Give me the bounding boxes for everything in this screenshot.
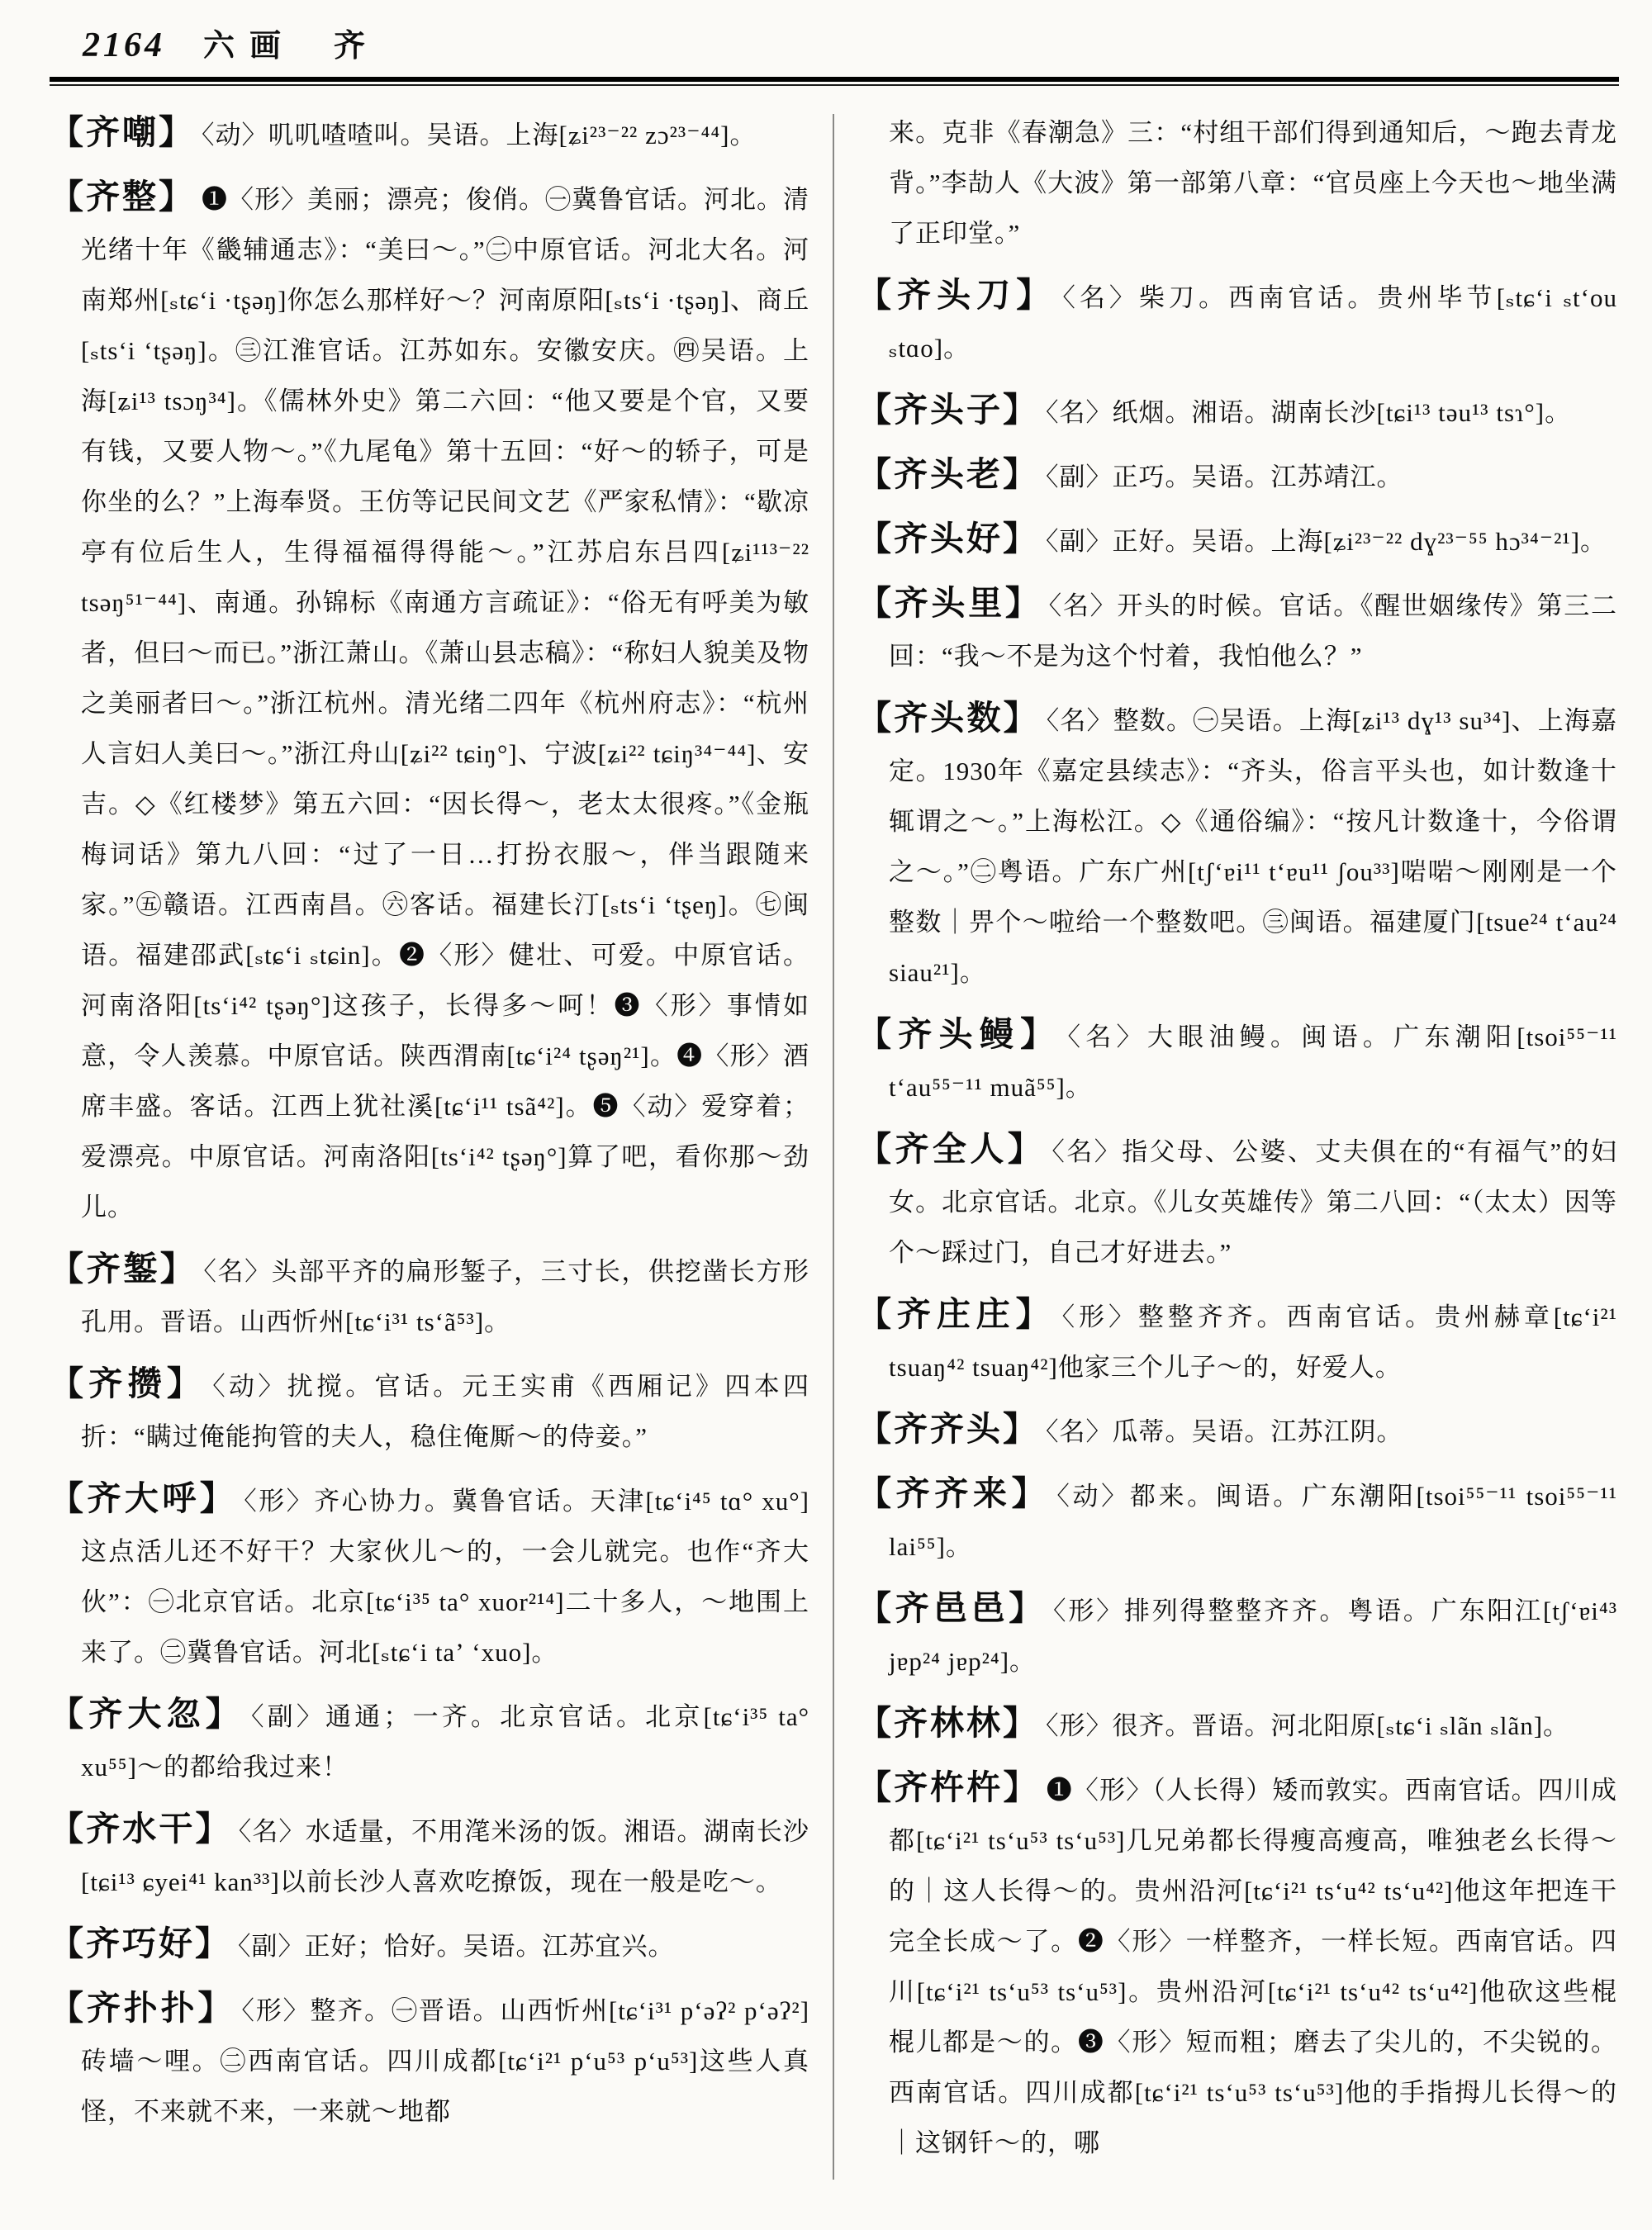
- entry-headword: 【齐头里】: [857, 584, 1042, 622]
- entry-body: 〈名〉大眼油鳗。闽语。广东潮阳[tsoi⁵⁵⁻¹¹ tʻau⁵⁵⁻¹¹ muã⁵⁵]。: [889, 1022, 1617, 1102]
- entry-headword: 【齐邑邑】: [857, 1589, 1047, 1627]
- dictionary-entry: [50, 172, 809, 1232]
- entry-headword: 【齐齐头】: [857, 1410, 1039, 1448]
- entry-body: 〈名〉开头的时候。官话。《醒世姻缘传》第三二回：“我～不是为这个忖着，我怕他么？”: [889, 591, 1618, 671]
- dictionary-entry: [50, 1473, 809, 1677]
- dictionary-entry: [857, 1468, 1617, 1572]
- dictionary-entry: [50, 1983, 809, 2137]
- entry-body: 〈副〉通通；一齐。北京官话。北京[tɕʻi³⁵ ta° xu⁵⁵]～的都给我过来！: [81, 1702, 809, 1782]
- entry-body: 〈名〉水适量，不用滗米汤的饭。湘语。湖南长沙[tɕi¹³ ɕyei⁴¹ kan³³]以前长沙人喜欢吃撩饭，现在一般是吃～。: [81, 1817, 810, 1896]
- dictionary-entry: [857, 1763, 1617, 2168]
- entry-headword: 【齐头好】: [857, 520, 1039, 558]
- entry-body: 〈副〉正巧。吴语。江苏靖江。: [1046, 463, 1403, 491]
- entry-body: 〈副〉正好。吴语。上海[ʑi²³⁻²² dɣ²³⁻⁵⁵ hɔ³⁴⁻²¹]。: [1046, 527, 1607, 556]
- page-number: 2164: [83, 26, 165, 64]
- entry-headword: 【齐庄庄】: [857, 1295, 1056, 1333]
- entry-body: 〈名〉柴刀。西南官话。贵州毕节[ₛtɕʻi ₛtʻou ₛtɑo]。: [889, 283, 1617, 363]
- column-right: [857, 107, 1617, 2180]
- entry-headword: 【齐头子】: [857, 391, 1039, 429]
- dictionary-entry: [857, 1124, 1617, 1278]
- entry-body: 〈形〉整整齐齐。西南官话。贵州赫章[tɕʻi²¹ tsuaŋ⁴² tsuaŋ⁴²]他家三个儿子～的，好爱人。: [889, 1302, 1617, 1382]
- entry-headword: 【齐攒】: [50, 1364, 206, 1402]
- dictionary-entry-continuation: [857, 107, 1617, 259]
- dictionary-entry: [857, 270, 1617, 373]
- entry-headword: 【齐杵杵】: [857, 1768, 1040, 1806]
- stroke-section-label: 六画: [203, 29, 297, 64]
- header-rule: [50, 77, 1619, 86]
- entry-body: 〈名〉整数。㊀吴语。上海[ʑi¹³ dɣ¹³ su³⁴]、上海嘉定。1930年《嘉定县续志》：“齐头，俗言平头也，如计数逢十辄谓之～。”上海松江。◇《通俗编》：“按凡计数逢十，今俗谓之～。”㊁粤语。广东广州[tʃʻɐi¹¹ tʻɐu¹¹ ʃou³³]啱啱～刚刚是一个整数｜畀个～啦给一个整数吧。㊂闽语。福建厦门[tsue²⁴ tʻau²⁴ siau²¹]。: [889, 706, 1618, 987]
- head-character-label: 齐: [334, 29, 381, 64]
- dictionary-entry: [50, 107, 809, 160]
- dictionary-entry: [857, 693, 1617, 998]
- entry-headword: 【齐头刀】: [857, 276, 1056, 314]
- dictionary-entry: [50, 1244, 809, 1347]
- entry-headword: 【齐巧好】: [50, 1924, 231, 1962]
- dictionary-entry: [857, 449, 1617, 502]
- entry-body: 〈副〉正好；恰好。吴语。江苏宜兴。: [238, 1932, 675, 1961]
- dictionary-entry: [50, 1359, 809, 1462]
- entry-headword: 【齐整】: [50, 178, 195, 216]
- entry-body: 〈形〉很齐。晋语。河北阳原[ₛtɕʻi ₛlãn ₛlãn]。: [1046, 1711, 1570, 1740]
- entry-headword: 【齐嘲】: [50, 113, 195, 151]
- entry-headword: 【齐全人】: [857, 1130, 1046, 1168]
- dictionary-entry: [50, 1804, 809, 1907]
- entry-body: 〈名〉指父母、公婆、丈夫俱在的“有福气”的妇女。北京官话。北京。《儿女英雄传》第二八回：“（太太）因等个～踩过门，自己才好进去。”: [889, 1137, 1617, 1267]
- column-left: [50, 107, 809, 2180]
- dictionary-entry: [50, 1919, 809, 1971]
- entry-headword: 【齐头鳗】: [857, 1015, 1061, 1053]
- entry-body: 〈形〉齐心协力。冀鲁官话。天津[tɕʻi⁴⁵ tɑ° xu°]这点活儿还不好干？大家伙儿～的，一会儿就完。也作“齐大伙”：㊀北京官话。北京[tɕʻi³⁵ ta° xuor²¹⁴]二十多人，～地围上来了。㊁冀鲁官话。河北[ₛtɕʻi taʼ ʻxuo]。: [81, 1487, 810, 1667]
- entry-headword: 【齐大忽】: [50, 1695, 244, 1733]
- entry-headword: 【齐齐来】: [857, 1474, 1051, 1512]
- dictionary-entry: [50, 1689, 809, 1792]
- entry-body: 〈名〉头部平齐的扁形錾子，三寸长，供挖凿长方形孔用。晋语。山西忻州[tɕʻi³¹ tsʻã⁵³]。: [81, 1257, 810, 1336]
- dictionary-entry: [857, 578, 1617, 681]
- entry-body: 〈名〉瓜蒂。吴语。江苏江阴。: [1046, 1417, 1403, 1446]
- entry-body: 〈名〉纸烟。湘语。湖南长沙[tɕi¹³ təu¹³ tsɿ°]。: [1046, 398, 1572, 427]
- entry-body: 〈动〉扰搅。官话。元王实甫《西厢记》四本四折：“瞒过俺能拘管的夫人，稳住俺厮～的侍妾。”: [81, 1372, 809, 1451]
- entry-body: 〈形〉整齐。㊀晋语。山西忻州[tɕʻi³¹ pʻəʔ² pʻəʔ²]砖墙～哩。㊁西南官话。四川成都[tɕʻi²¹ pʻu⁵³ pʻu⁵³]这些人真怪，不来就不来，一来就～地都: [81, 1996, 810, 2126]
- entry-body: 〈动〉叽叽喳喳叫。吴语。上海[ʑi²³⁻²² zɔ²³⁻⁴⁴]。: [202, 121, 757, 149]
- dictionary-entry: [857, 1289, 1617, 1393]
- page-header: [50, 15, 1619, 74]
- entry-body: ❶〈形〉（人长得）矮而敦实。西南官话。四川成都[tɕʻi²¹ tsʻu⁵³ tsʻu⁵³]几兄弟都长得瘦高瘦高，唯独老幺长得～的｜这人长得～的。贵州沿河[tɕʻi²¹ tsʻu⁴² tsʻu⁴²]他这年把连干完全长成～了。❷〈形〉一样整齐，一样长短。西南官话。四川[tɕʻi²¹ tsʻu⁵³ tsʻu⁵³]。贵州沿河[tɕʻi²¹ tsʻu⁴² tsʻu⁴²]他砍这些棍棍儿都是～的。❸〈形〉短而粗；磨去了尖儿的，不尖锐的。西南官话。四川成都[tɕʻi²¹ tsʻu⁵³ tsʻu⁵³]他的手指拇儿长得～的｜这钢钎～的，哪: [889, 1776, 1618, 2157]
- text-columns: [50, 107, 1619, 2180]
- entry-headword: 【齐扑扑】: [50, 1989, 235, 2027]
- entry-headword: 【齐大呼】: [50, 1479, 238, 1517]
- entry-body: 〈形〉排列得整整齐齐。粤语。广东阳江[tʃʻɐi⁴³ jɐp²⁴ jɐp²⁴]。: [889, 1597, 1617, 1676]
- entry-headword: 【齐水干】: [50, 1810, 232, 1848]
- dictionary-entry: [857, 1009, 1617, 1113]
- dictionary-entry: [857, 1698, 1617, 1751]
- column-divider: [833, 114, 834, 2180]
- dictionary-entry: [857, 385, 1617, 438]
- entry-body: ❶〈形〉美丽；漂亮；俊俏。㊀冀鲁官话。河北。清光绪十年《畿辅通志》：“美曰～。”㊁中原官话。河北大名。河南郑州[ₛtɕʻi ·tʂəŋ]你怎么那样好～？河南原阳[ₛtsʻi ·tʂəŋ]、商丘[ₛtsʻi ʻtʂəŋ]。㊂江淮官话。江苏如东。安徽安庆。㊃吴语。上海[ʑi¹³ tsɔŋ³⁴]。《儒林外史》第二六回：“他又要是个官，又要有钱，又要人物～。”《九尾龟》第十五回：“好～的轿子，可是你坐的么？”上海奉贤。王仿等记民间文艺《严家私情》：“歇凉亭有位后生人，生得福福得得能～。”江苏启东吕四[ʑi¹¹³⁻²² tsəŋ⁵¹⁻⁴⁴]、南通。孙锦标《南通方言疏证》：“俗无有呼美为敏者，但曰～而已。”浙江萧山。《萧山县志稿》：“称妇人貌美及物之美丽者曰～。”浙江杭州。清光绪二四年《杭州府志》：“杭州人言妇人美曰～。”浙江舟山[ʑi²² tɕiŋ°]、宁波[ʑi²² tɕiŋ³⁴⁻⁴⁴]、安吉。◇《红楼梦》第五六回：“因长得～，老太太很疼。”《金瓶梅词话》第九八回：“过了一日…打扮衣服～，伴当跟随来家。”㊄赣语。江西南昌。㊅客话。福建长汀[ₛtsʻi ʻtʂeŋ]。㊆闽语。福建邵武[ₛtɕʻi ₛtɕin]。❷〈形〉健壮、可爱。中原官话。河南洛阳[tsʻi⁴² tʂəŋ°]这孩子，长得多～呵！❸〈形〉事情如意，令人羡慕。中原官话。陕西渭南[tɕʻi²⁴ tʂəŋ²¹]。❹〈形〉酒席丰盛。客话。江西上犹社溪[tɕʻi¹¹ tsã⁴²]。❺〈动〉爱穿着；爱漂亮。中原官话。河南洛阳[tsʻi⁴² tʂəŋ°]算了吧，看你那～劲儿。: [81, 185, 810, 1222]
- dictionary-entry: [857, 1583, 1617, 1687]
- entry-headword: 【齐头老】: [857, 455, 1039, 493]
- entry-headword: 【齐头数】: [857, 699, 1040, 737]
- entry-headword: 【齐林林】: [857, 1704, 1039, 1742]
- entry-body: 来。克非《春潮急》三：“村组干部们得到通知后，～跑去青龙背。”李劼人《大波》第一部第八章：“官员座上今天也～地坐满了正印堂。”: [889, 118, 1617, 248]
- entry-body: 〈动〉都来。闽语。广东潮阳[tsoi⁵⁵⁻¹¹ tsoi⁵⁵⁻¹¹ lai⁵⁵]。: [889, 1482, 1617, 1561]
- entry-headword: 【齐錾】: [50, 1250, 197, 1288]
- dictionary-entry: [857, 514, 1617, 567]
- dictionary-entry: [857, 1404, 1617, 1457]
